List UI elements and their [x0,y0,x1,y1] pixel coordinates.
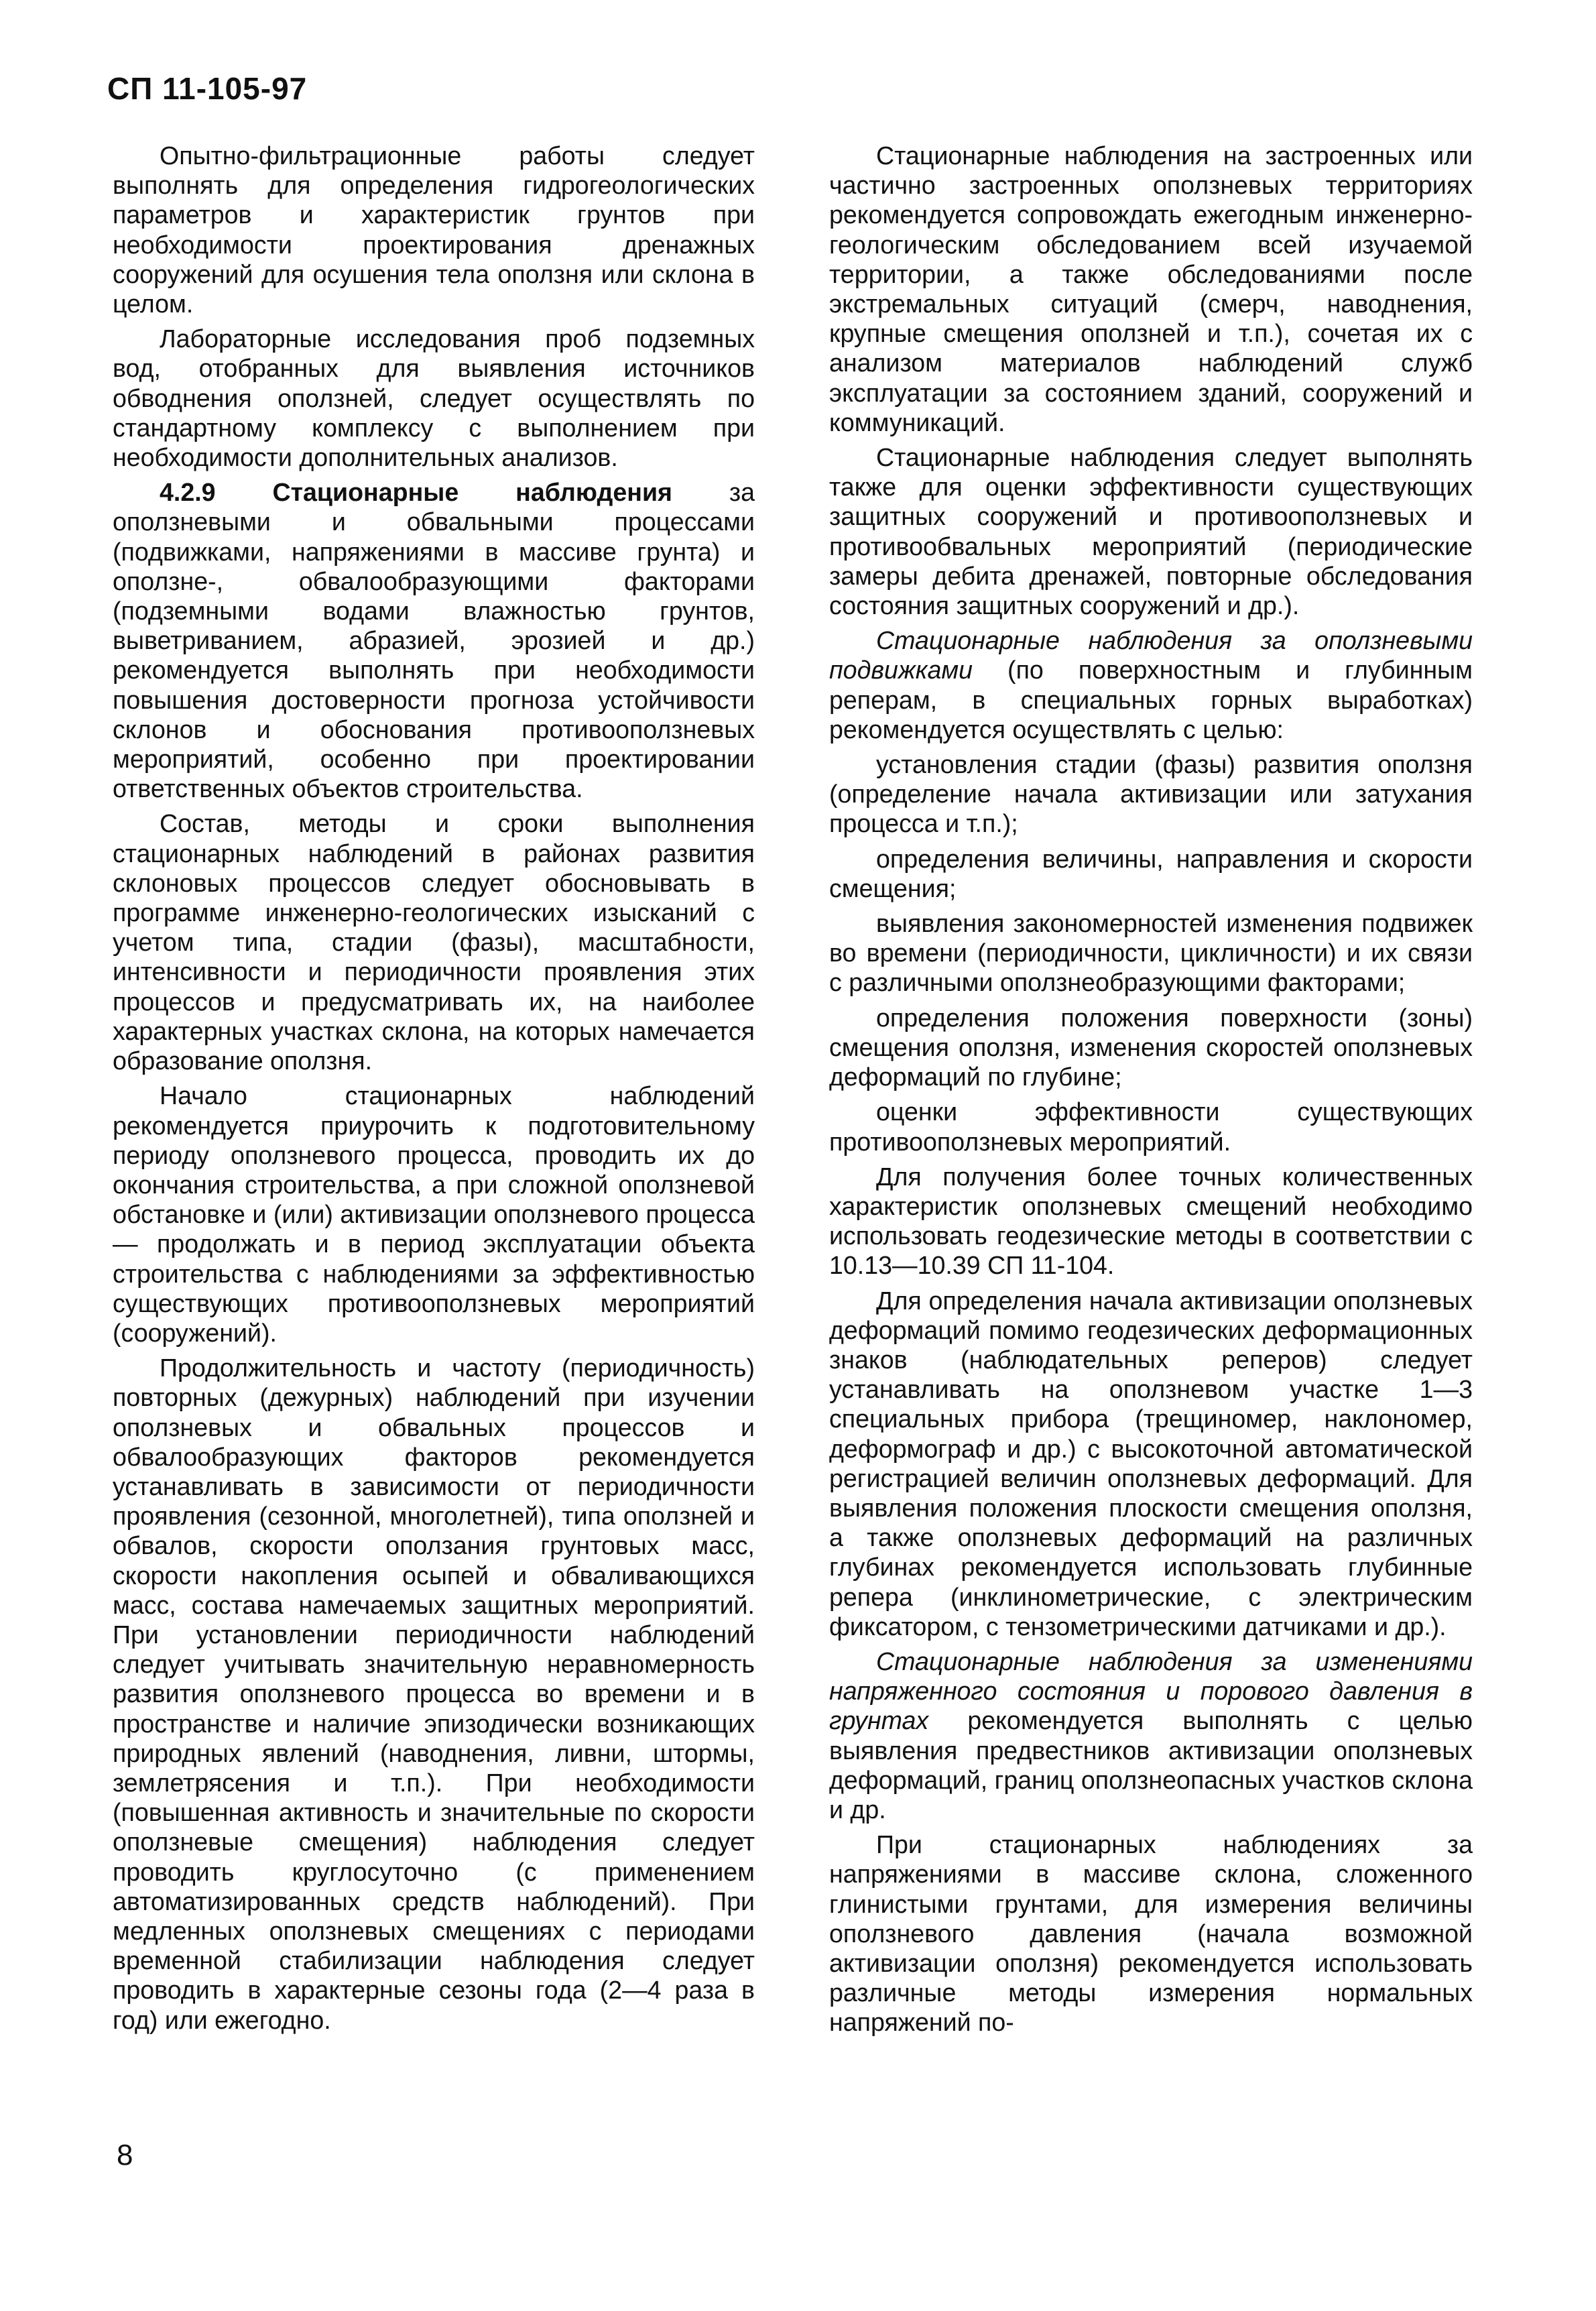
paragraph: Лабораторные исследования проб подземных вод, отобранных для выявления источников обводнения оползней, следует осуществлять по стандартному комплексу с выполнением при необходимости дополнительных анализов. [113,324,755,472]
paragraph: Продолжительность и частоту (периодичность) повторных (дежурных) наблюдений при изучении оползневых и обвальных процессов и обвалообразующих факторов рекомендуется устанавливать в зависимости от периодичности проявления (сезонной, многолетней), типа оползней и обвалов, скорости оползания грунтовых масс, скорости накопления осыпей и обваливающихся масс, состава намечаемых защитных мероприятий. При установлении периодичности наблюдений следует учитывать значительную неравномерность развития оползневого процесса во времени и в пространстве и наличие эпизодически возникающих природных явлений (наводнения, ливни, штормы, землетрясения и т.п.). При необходимости (повышенная активность и значительные по скорости оползневые смещения) наблюдения следует проводить круглосуточно (с применением автоматизированных средств наблюдений). При медленных оползневых смещениях с периодами временной стабилизации наблюдения следует проводить в характерные сезоны года (2—4 раза в год) или ежегодно. [113,1354,755,2034]
left-column [113,141,755,2040]
paragraph: Для получения более точных количественных характеристик оползневых смещений необходимо использовать геодезические методы в соответствии с 10.13—10.39 СП 11-104. [829,1162,1473,1280]
paragraph: Начало стационарных наблюдений рекомендуется приурочить к подготовительному периоду оползневого процесса, проводить их до окончания строительства, а при сложной оползневой обстановке и (или) активизации оползневого процесса — продолжать и в период эксплуатации объекта строительства с наблюдениями за эффективностью существующих противооползневых мероприятий (сооружений). [113,1081,755,1347]
list-item: выявления закономерностей изменения подвижек во времени (периодичности, цикличности) и их связи с различными оползнеобразующими факторами; [829,909,1473,997]
paragraph: Стационарные наблюдения на застроенных или частично застроенных оползневых территориях рекомендуется сопровождать ежегодным инженерно-геологическим обследованием всей изучаемой территории, а также обследованиями после экстремальных ситуаций (смерч, наводнения, крупные смещения оползней и т.п.), сочетая их с анализом материалов наблюдений служб эксплуатации за состоянием зданий, сооружений и коммуникаций. [829,141,1473,436]
paragraph: Для определения начала активизации оползневых деформаций помимо геодезических деформационных знаков (наблюдательных реперов) следует устанавливать на оползневом участке 1—3 специальных прибора (трещиномер, наклономер, деформограф и др.) с высокоточной автоматической регистрацией величин оползневых деформаций. Для выявления положения плоскости смещения оползня, а также оползневых деформаций на различных глубинах рекомендуется использовать глубинные репера (инклинометрические, с электрическим фиксатором, с тензометрическими датчиками и др.). [829,1286,1473,1641]
paragraph-text: за оползневыми и обвальными процессами (подвижками, напряжениями в массиве грунта) и оползне-, обвалообразующими факторами (подземными водами влажностью грунтов, выветриванием, абразией, эрозией и др.) рекомендуется выполнять при необходимости повышения достоверности прогноза устойчивости склонов и обоснования противооползневых мероприятий, особенно при проектировании ответственных объектов строительства. [113,478,755,803]
paragraph: Состав, методы и сроки выполнения стационарных наблюдений в районах развития склоновых процессов следует обосновывать в программе инженерно-геологических изысканий с учетом типа, стадии (фазы), масштабности, интенсивности и периодичности проявления этих процессов и предусматривать их, на наиболее характерных участках склона, на которых намечается образование оползня. [113,809,755,1075]
italic-term: Стационарные наблюдения за изменениями напряженного состояния и порового давления в грунтах [829,1647,1473,1735]
paragraph [829,1647,1473,1824]
paragraph [829,626,1473,744]
list-item: установления стадии (фазы) развития оползня (определение начала активизации или затухания процесса и т.п.); [829,750,1473,838]
paragraph [113,477,755,803]
paragraph-text: (по поверхностным и глубинным реперам, в специальных горных выработках) рекомендуется осуществлять с целью: [829,656,1473,744]
paragraph: Опытно-фильтрационные работы следует выполнять для определения гидрогеологических параметров и характеристик грунтов при необходимости проектирования дренажных сооружений для осушения тела оползня или склона в целом. [113,141,755,318]
list-item: оценки эффективности существующих противооползневых мероприятий. [829,1098,1473,1156]
italic-term: Стационарные наблюдения за оползневыми подвижками [829,626,1473,685]
right-column [829,141,1473,2043]
paragraph: Стационарные наблюдения следует выполнять также для оценки эффективности существующих защитных сооружений и противооползневых и противообвальных мероприятий (периодические замеры дебита дренажей, повторные обследования состояния защитных сооружений и др.). [829,443,1473,620]
page-number: 8 [117,2139,133,2172]
section-heading: 4.2.9 Стационарные наблюдения [160,478,672,507]
list-item: определения величины, направления и скорости смещения; [829,844,1473,902]
document-code-header: СП 11-105-97 [107,71,308,106]
paragraph-text: рекомендуется выполнять с целью выявления предвестников активизации оползневых деформаций, границ оползнеопасных участков склона и др. [829,1706,1473,1824]
list-item: определения положения поверхности (зоны) смещения оползня, изменения скоростей оползневых деформаций по глубине; [829,1003,1473,1091]
paragraph: При стационарных наблюдениях за напряжениями в массиве склона, сложенного глинистыми грунтами, для измерения величины оползневого давления (начала возможной активизации оползня) рекомендуется использовать различные методы измерения нормальных напряжений по- [829,1830,1473,2037]
